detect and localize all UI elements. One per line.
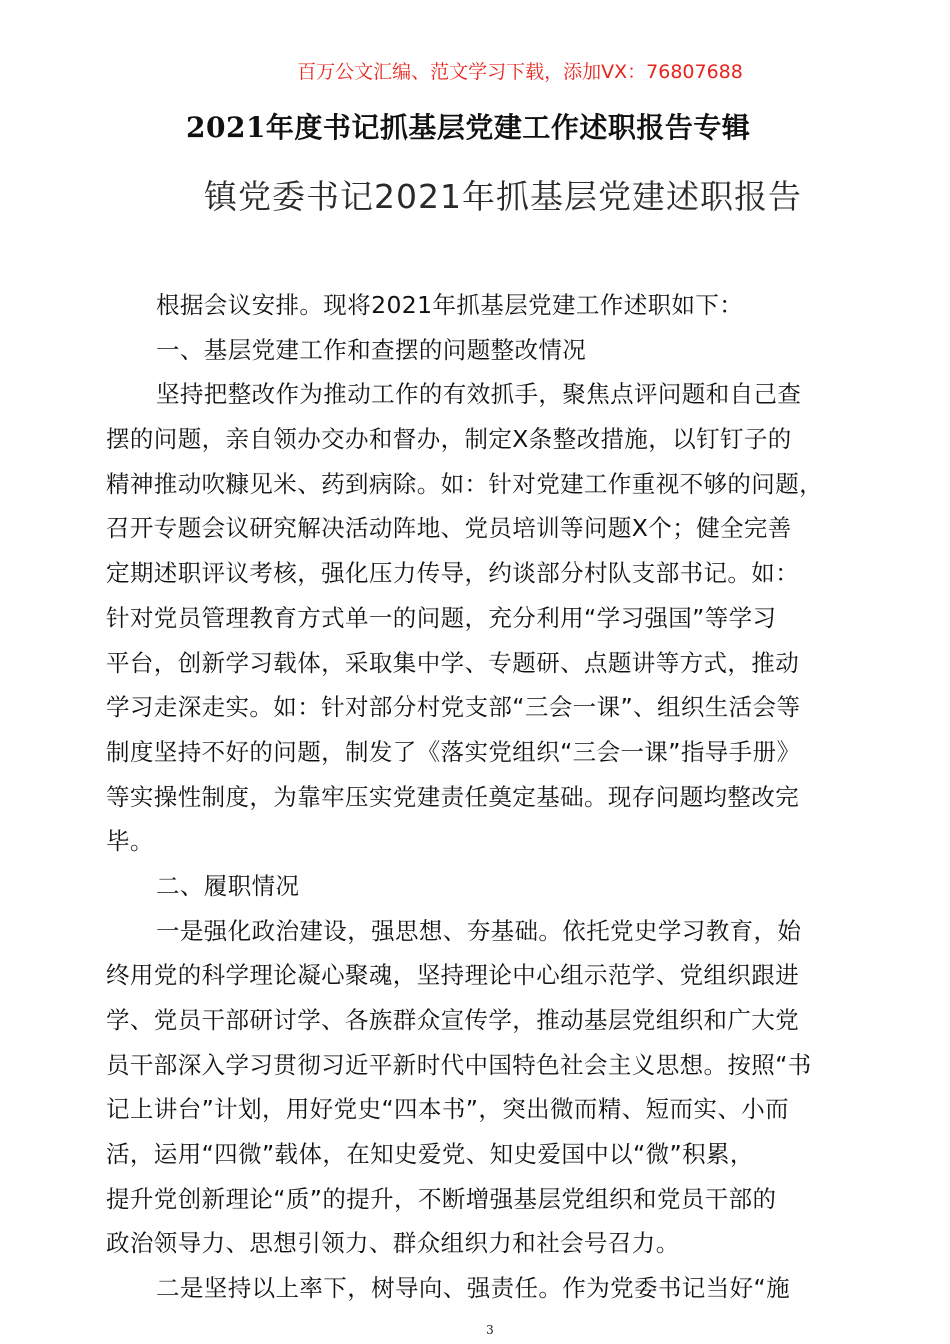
paragraph-line: 终用党的科学理论凝心聚魂，坚持理论中心组示范学、党组织跟进: [106, 961, 800, 990]
paragraph-line: 平台，创新学习载体，采取集中学、专题研、点题讲等方式，推动: [106, 648, 800, 677]
document-title: 2021年度书记抓基层党建工作述职报告专辑: [186, 111, 751, 144]
paragraph-line: 根据会议安排。现将2021年抓基层党建工作述职如下：: [156, 291, 744, 319]
document-subtitle: 镇党委书记2021年抓基层党建述职报告: [204, 177, 802, 216]
paragraph-line: 摆的问题，亲自领办交办和督办，制定X条整改措施，以钉钉子的: [106, 425, 792, 454]
paragraph-line: 一是强化政治建设，强思想、夯基础。依托党史学习教育，始: [156, 916, 802, 945]
header-watermark-note: 百万公文汇编、范文学习下载，添加VX：76807688: [297, 61, 743, 83]
paragraph-line: 定期述职评议考核，强化压力传导，约谈部分村队支部书记。如：: [106, 559, 800, 588]
paragraph-line: 二是坚持以上率下，树导向、强责任。作为党委书记当好“施: [156, 1274, 790, 1303]
document-body: [106, 283, 846, 1311]
paragraph-line: 召开专题会议研究解决活动阵地、党员培训等问题X个；健全完善: [106, 514, 792, 543]
paragraph-line: 提升党创新理论“质”的提升，不断增强基层党组织和党员干部的: [106, 1184, 777, 1213]
section-heading: 二、履职情况: [156, 871, 300, 900]
paragraph-line: 毕。: [106, 827, 154, 856]
page-number: 3: [486, 1323, 494, 1337]
paragraph-line: 精神推动吹糠见米、药到病除。如：针对党建工作重视不够的问题，: [106, 469, 823, 498]
paragraph-line: 坚持把整改作为推动工作的有效抓手，聚焦点评问题和自己查: [156, 380, 802, 409]
paragraph-line: 等实操性制度，为靠牢压实党建责任奠定基础。现存问题均整改完: [106, 782, 800, 811]
paragraph-line: 学、党员干部研讨学、各族群众宣传学，推动基层党组织和广大党: [106, 1006, 800, 1034]
paragraph-line: 制度坚持不好的问题，制发了《落实党组织“三会一课”指导手册》: [106, 737, 801, 766]
paragraph-line: 活，运用“四微”载体，在知史爱党、知史爱国中以“微”积累，: [106, 1140, 754, 1169]
paragraph-line: 针对党员管理教育方式单一的问题，充分利用“学习强国”等学习: [106, 603, 777, 632]
paragraph-line: 员干部深入学习贯彻习近平新时代中国特色社会主义思想。按照“书: [106, 1050, 812, 1079]
paragraph-line: 记上讲台”计划，用好党史“四本书”，突出微而精、短而实、小而: [106, 1095, 790, 1124]
paragraph-line: 政治领导力、思想引领力、群众组织力和社会号召力。: [106, 1229, 680, 1258]
paragraph-line: 学习走深走实。如：针对部分村党支部“三会一课”、组织生活会等: [106, 693, 801, 722]
section-heading: 一、基层党建工作和查摆的问题整改情况: [156, 335, 587, 364]
